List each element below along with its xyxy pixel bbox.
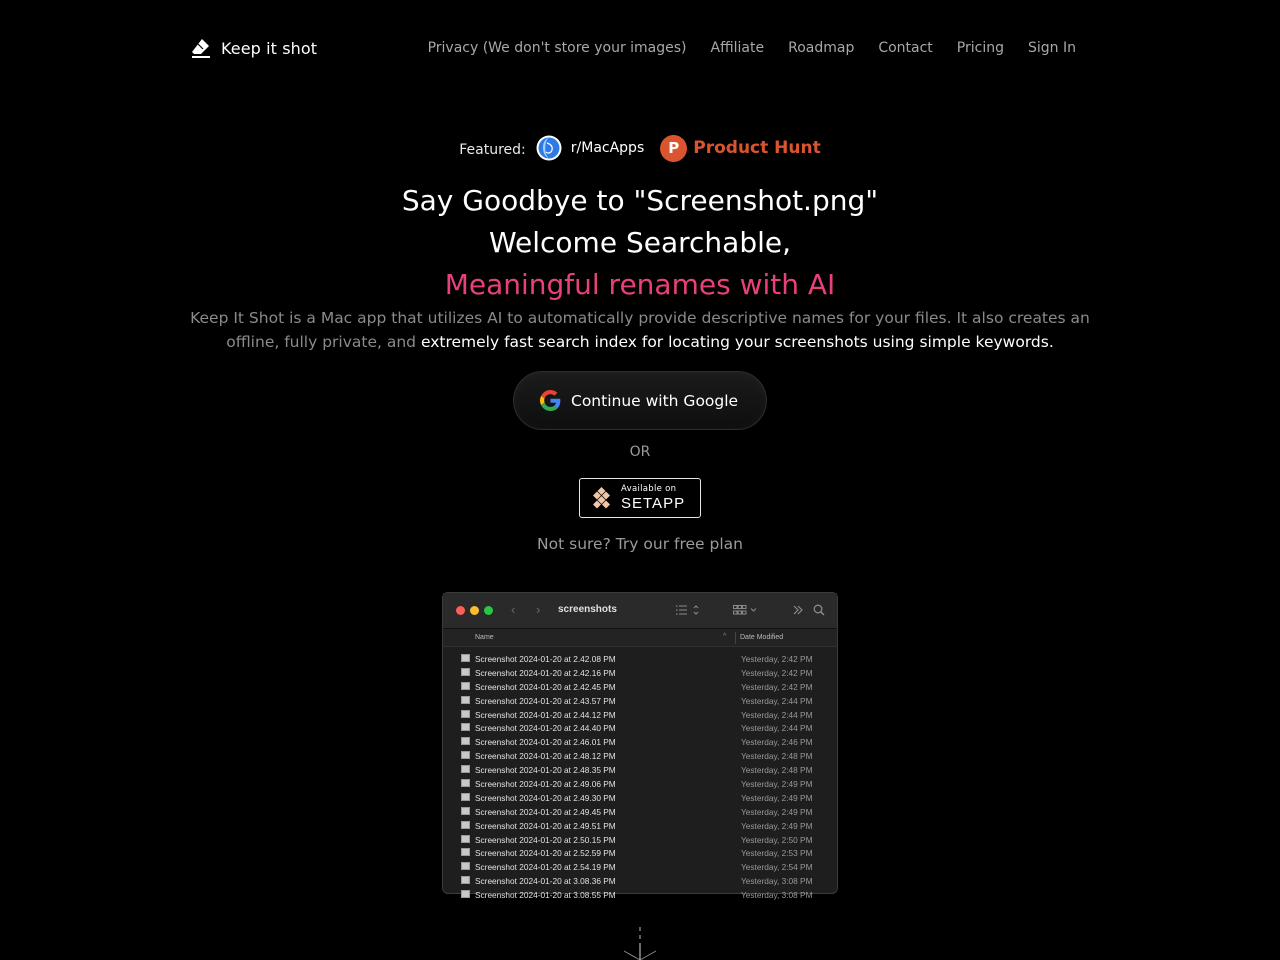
file-row[interactable] xyxy=(443,694,837,708)
file-thumbnail-icon xyxy=(461,765,470,773)
file-date: Yesterday, 2:50 PM xyxy=(741,834,813,845)
file-date: Yesterday, 2:49 PM xyxy=(741,779,813,790)
file-date: Yesterday, 3:08 PM xyxy=(741,890,813,901)
headline-line-1: Say Goodbye to "Screenshot.png" xyxy=(401,184,879,217)
file-thumbnail-icon xyxy=(461,848,470,856)
file-date: Yesterday, 2:48 PM xyxy=(741,751,813,762)
column-date-modified: Date Modified xyxy=(740,634,784,641)
file-name: Screenshot 2024-01-20 at 2.48.35 PM xyxy=(475,765,616,776)
file-date: Yesterday, 3:08 PM xyxy=(741,876,813,887)
file-row[interactable] xyxy=(443,888,837,902)
file-date: Yesterday, 2:53 PM xyxy=(741,848,813,859)
close-window-dot xyxy=(456,606,465,615)
file-date: Yesterday, 2:44 PM xyxy=(741,709,813,720)
file-name: Screenshot 2024-01-20 at 2.44.40 PM xyxy=(475,723,616,734)
file-thumbnail-icon xyxy=(461,723,470,731)
column-separator xyxy=(735,632,736,644)
nav-affiliate[interactable]: Affiliate xyxy=(710,40,765,56)
file-row[interactable] xyxy=(443,833,837,847)
list-view-icon xyxy=(676,604,700,616)
file-name: Screenshot 2024-01-20 at 2.49.51 PM xyxy=(475,820,616,831)
file-name: Screenshot 2024-01-20 at 2.54.19 PM xyxy=(475,862,616,873)
file-name: Screenshot 2024-01-20 at 3.08.36 PM xyxy=(475,876,616,887)
file-thumbnail-icon xyxy=(461,779,470,787)
file-date: Yesterday, 2:42 PM xyxy=(741,667,813,678)
site-header xyxy=(0,0,1280,100)
macapps-label: r/MacApps xyxy=(570,140,645,156)
file-date: Yesterday, 2:49 PM xyxy=(741,792,813,803)
file-thumbnail-icon xyxy=(461,654,470,662)
finder-column-header xyxy=(443,629,837,647)
file-row[interactable] xyxy=(443,680,837,694)
eraser-icon xyxy=(191,37,211,59)
file-name: Screenshot 2024-01-20 at 2.46.01 PM xyxy=(475,737,616,748)
hero-description xyxy=(190,306,1090,354)
file-row[interactable] xyxy=(443,805,837,819)
file-row[interactable] xyxy=(443,763,837,777)
chevron-left-icon: ‹ xyxy=(511,602,516,617)
minimize-window-dot xyxy=(470,606,479,615)
featured-bar xyxy=(0,132,1280,164)
file-date: Yesterday, 2:46 PM xyxy=(741,737,813,748)
file-row[interactable] xyxy=(443,819,837,833)
file-thumbnail-icon xyxy=(461,807,470,815)
file-row[interactable] xyxy=(443,708,837,722)
file-row[interactable] xyxy=(443,749,837,763)
featured-label: Featured: xyxy=(459,142,526,158)
file-thumbnail-icon xyxy=(461,668,470,676)
file-row[interactable] xyxy=(443,777,837,791)
file-thumbnail-icon xyxy=(461,862,470,870)
file-row[interactable] xyxy=(443,652,837,666)
macapps-globe-icon xyxy=(536,135,562,161)
file-date: Yesterday, 2:54 PM xyxy=(741,862,813,873)
file-thumbnail-icon xyxy=(461,890,470,898)
setapp-label: SETAPP xyxy=(621,495,686,513)
file-row[interactable] xyxy=(443,735,837,749)
file-name: Screenshot 2024-01-20 at 2.49.45 PM xyxy=(475,806,616,817)
file-name: Screenshot 2024-01-20 at 2.42.45 PM xyxy=(475,681,616,692)
column-name: Name xyxy=(475,634,494,641)
finder-title: screenshots xyxy=(558,604,617,615)
file-row[interactable] xyxy=(443,874,837,888)
file-thumbnail-icon xyxy=(461,835,470,843)
description-highlight: extremely fast search index for locating your screenshots using simple keywords. xyxy=(420,333,1054,351)
file-row[interactable] xyxy=(443,791,837,805)
logo-link[interactable] xyxy=(191,37,317,59)
free-plan-link[interactable]: Not sure? Try our free plan xyxy=(537,535,743,553)
file-date: Yesterday, 2:44 PM xyxy=(741,695,813,706)
file-date: Yesterday, 2:49 PM xyxy=(741,806,813,817)
file-thumbnail-icon xyxy=(461,682,470,690)
sort-chevron-icon: ^ xyxy=(723,633,727,640)
file-name: Screenshot 2024-01-20 at 2.42.08 PM xyxy=(475,654,616,664)
file-row[interactable] xyxy=(443,721,837,735)
file-date: Yesterday, 2:48 PM xyxy=(741,765,813,776)
description-plain: Keep It Shot is a Mac app that utilizes AI to automatically provide descriptive names for your files. It also creates an offline, fully private, and xyxy=(190,309,1090,351)
file-name: Screenshot 2024-01-20 at 2.44.12 PM xyxy=(475,709,616,720)
file-thumbnail-icon xyxy=(461,751,470,759)
finder-window-preview xyxy=(442,592,838,901)
file-date: Yesterday, 2:42 PM xyxy=(741,654,813,664)
chevron-right-icon: › xyxy=(536,602,541,617)
file-row[interactable] xyxy=(443,846,837,860)
file-name: Screenshot 2024-01-20 at 2.42.16 PM xyxy=(475,667,616,678)
headline-line-2: Welcome Searchable, xyxy=(488,226,791,259)
file-thumbnail-icon xyxy=(461,737,470,745)
file-thumbnail-icon xyxy=(461,696,470,704)
file-date: Yesterday, 2:49 PM xyxy=(741,820,813,831)
product-hunt-icon: P xyxy=(660,135,687,162)
file-date: Yesterday, 2:42 PM xyxy=(741,681,813,692)
product-hunt-label: Product Hunt xyxy=(693,138,821,158)
hero-headline xyxy=(0,180,1280,306)
nav-contact[interactable]: Contact xyxy=(878,40,933,56)
main-nav xyxy=(428,40,1076,56)
logo-text: Keep it shot xyxy=(221,38,318,58)
file-name: Screenshot 2024-01-20 at 2.50.15 PM xyxy=(475,834,616,845)
file-date: Yesterday, 2:44 PM xyxy=(741,723,813,734)
file-thumbnail-icon xyxy=(461,793,470,801)
product-hunt-badge[interactable] xyxy=(660,135,820,162)
more-chevrons-icon xyxy=(792,604,804,616)
finder-toolbar xyxy=(443,593,837,629)
file-name: Screenshot 2024-01-20 at 3.08.55 PM xyxy=(475,890,616,901)
file-thumbnail-icon xyxy=(461,710,470,718)
or-divider: OR xyxy=(629,444,651,460)
macapps-badge[interactable] xyxy=(536,135,644,161)
nav-privacy[interactable]: Privacy (We don't store your images) xyxy=(427,40,687,56)
file-thumbnail-icon xyxy=(461,876,470,884)
file-row[interactable] xyxy=(443,860,837,874)
headline-line-3: Meaningful renames with AI xyxy=(444,268,836,301)
file-row[interactable] xyxy=(443,666,837,680)
continue-with-google-button[interactable] xyxy=(513,371,767,430)
scroll-down-icon xyxy=(616,925,664,960)
file-name: Screenshot 2024-01-20 at 2.48.12 PM xyxy=(475,751,616,762)
file-thumbnail-icon xyxy=(461,821,470,829)
file-name: Screenshot 2024-01-20 at 2.49.30 PM xyxy=(475,792,616,803)
zoom-window-dot xyxy=(484,606,493,615)
setapp-text xyxy=(621,485,685,512)
google-g-icon xyxy=(540,390,561,411)
nav-roadmap[interactable]: Roadmap xyxy=(788,40,855,56)
file-name: Screenshot 2024-01-20 at 2.49.06 PM xyxy=(475,779,616,790)
file-name: Screenshot 2024-01-20 at 2.43.57 PM xyxy=(475,695,616,706)
free-plan-line xyxy=(0,534,1280,553)
nav-sign-in[interactable]: Sign In xyxy=(1028,40,1076,56)
setapp-icon xyxy=(593,487,610,509)
setapp-button[interactable] xyxy=(579,478,701,518)
group-view-icon xyxy=(733,604,759,616)
google-button-label: Continue with Google xyxy=(571,391,739,410)
setapp-available-on: Available on xyxy=(621,483,677,494)
file-name: Screenshot 2024-01-20 at 2.52.59 PM xyxy=(475,848,616,859)
nav-pricing[interactable]: Pricing xyxy=(956,40,1004,56)
finder-file-list xyxy=(443,652,837,902)
search-icon xyxy=(813,604,825,616)
